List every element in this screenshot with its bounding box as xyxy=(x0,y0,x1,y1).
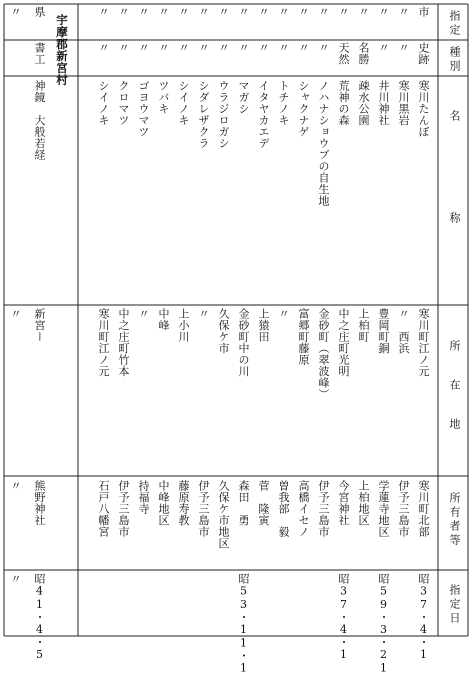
row-5-type: 天然 xyxy=(337,42,350,65)
row-5-date: 昭37・4・1 xyxy=(337,573,350,662)
row-17-name: シイノキ xyxy=(97,80,110,126)
left-row-1-owner: 熊野神社 xyxy=(33,480,46,526)
row-9-location: 上猿田 xyxy=(257,308,270,343)
row-15-designation: 〃 xyxy=(137,6,150,18)
row-1-type: 史跡 xyxy=(417,42,430,65)
row-11-designation: 〃 xyxy=(217,6,230,18)
row-13-location: 上小川 xyxy=(177,308,190,343)
row-11-location: 久保ケ市 xyxy=(217,308,230,354)
row-10-name: マガシ xyxy=(237,80,250,115)
row-4-name: 疎水公園 xyxy=(357,80,370,126)
row-10-designation: 〃 xyxy=(237,6,250,18)
row-8-location: 〃 xyxy=(277,308,290,320)
header-name: 名 称 xyxy=(448,110,461,263)
row-9-type: 〃 xyxy=(257,42,270,54)
left-row-2-location: 〃 xyxy=(9,308,22,320)
row-17-location: 寒川町江ノ元 xyxy=(97,308,110,377)
row-4-designation: 〃 xyxy=(357,6,370,18)
row-4-type: 名勝 xyxy=(357,42,370,65)
header-location: 所在地 xyxy=(448,340,461,457)
row-3-location: 豊岡町銅 xyxy=(377,308,390,354)
header-date: 指定日 xyxy=(448,584,461,626)
row-2-designation: 〃 xyxy=(397,6,410,18)
header-owner: 所有者等 xyxy=(448,492,461,548)
row-16-name: クロマツ xyxy=(117,80,130,126)
row-8-name: トチノキ xyxy=(277,80,290,126)
row-1-owner: 寒川町北部 xyxy=(417,480,430,538)
row-16-location: 中之庄町竹本 xyxy=(117,308,130,377)
row-9-designation: 〃 xyxy=(257,6,270,18)
row-5-name: 荒神の森 xyxy=(337,80,350,126)
row-11-name: ウラジロガシ xyxy=(217,80,230,149)
row-7-name: シャクナゲ xyxy=(297,80,310,138)
row-15-owner: 持福寺 xyxy=(137,480,150,515)
row-3-type: 〃 xyxy=(377,42,390,54)
row-14-owner: 中峰地区 xyxy=(157,480,170,526)
row-13-type: 〃 xyxy=(177,42,190,54)
row-5-owner: 今宮神社 xyxy=(337,480,350,526)
row-1-location: 寒川町江ノ元 xyxy=(417,308,430,377)
row-7-designation: 〃 xyxy=(297,6,310,18)
row-6-owner: 伊予三島市 xyxy=(317,480,330,538)
row-3-owner: 学蓮寺地区 xyxy=(377,480,390,538)
left-row-1-date: 昭41・4・5 xyxy=(33,573,46,662)
left-row-2-designation: 〃 xyxy=(9,6,22,18)
row-10-type: 〃 xyxy=(237,42,250,54)
row-3-date: 昭59・3・21 xyxy=(377,573,390,675)
row-1-date: 昭37・4・1 xyxy=(417,573,430,662)
row-12-owner: 伊予三島市 xyxy=(197,480,210,538)
row-4-owner: 上柏地区 xyxy=(357,480,370,526)
row-10-date: 昭53・11・1 xyxy=(237,573,250,675)
left-row-1-designation: 県 xyxy=(33,6,46,18)
row-8-owner: 曽我部 毅 xyxy=(277,480,290,538)
left-row-1-type: 書工 xyxy=(33,42,46,65)
row-16-designation: 〃 xyxy=(117,6,130,18)
row-12-name: シダレザクラ xyxy=(197,80,210,149)
row-2-location: 〃 西浜 xyxy=(397,308,410,354)
row-5-location: 中之庄町光明 xyxy=(337,308,350,377)
row-15-type: 〃 xyxy=(137,42,150,54)
row-13-designation: 〃 xyxy=(177,6,190,18)
row-14-name: ツバキ xyxy=(157,80,170,115)
row-16-owner: 伊予三島市 xyxy=(117,480,130,538)
row-11-type: 〃 xyxy=(217,42,230,54)
row-7-owner: 高橋イセノ xyxy=(297,480,310,538)
section-title: 宇摩郡新宮村 xyxy=(55,14,69,86)
row-14-location: 中峰 xyxy=(157,308,170,331)
row-10-owner: 森田 勇 xyxy=(237,480,250,526)
row-4-location: 上柏町 xyxy=(357,308,370,343)
row-9-owner: 菅 隆寅 xyxy=(257,480,270,526)
row-2-type: 〃 xyxy=(397,42,410,54)
row-15-location: 〃 xyxy=(137,308,150,320)
row-3-designation: 〃 xyxy=(377,6,390,18)
row-6-location: 金砂町（翠波峰） xyxy=(317,308,330,400)
row-16-type: 〃 xyxy=(117,42,130,54)
row-3-name: 井川神社 xyxy=(377,80,390,126)
row-5-designation: 〃 xyxy=(337,6,350,18)
row-1-name: 寒川たんぼ xyxy=(417,80,430,138)
row-9-name: イタヤカエデ xyxy=(257,80,270,149)
row-8-designation: 〃 xyxy=(277,6,290,18)
row-12-location: 〃 xyxy=(197,308,210,320)
row-15-name: ゴヨウマツ xyxy=(137,80,150,138)
row-13-owner: 藤原寿教 xyxy=(177,480,190,526)
row-17-type: 〃 xyxy=(97,42,110,54)
header-designation: 指定 xyxy=(448,10,461,38)
left-row-2-date: 〃 xyxy=(9,573,22,585)
row-8-type: 〃 xyxy=(277,42,290,54)
left-row-2-owner: 〃 xyxy=(9,480,22,492)
row-17-designation: 〃 xyxy=(97,6,110,18)
left-row-1-name: 神鏡 大般若経 xyxy=(33,80,46,161)
row-7-type: 〃 xyxy=(297,42,310,54)
row-6-type: 〃 xyxy=(317,42,330,54)
row-13-name: シイノキ xyxy=(177,80,190,126)
row-6-name: ノハナショウブの自生地 xyxy=(317,80,330,207)
header-type: 種別 xyxy=(448,46,461,74)
row-12-type: 〃 xyxy=(197,42,210,54)
row-2-name: 寒川黒岩 xyxy=(397,80,410,126)
row-17-owner: 石戸八幡宮 xyxy=(97,480,110,538)
row-7-location: 富郷町藤原 xyxy=(297,308,310,366)
left-row-1-location: 新宮ー xyxy=(33,308,46,343)
row-1-designation: 市 xyxy=(417,6,430,18)
row-14-type: 〃 xyxy=(157,42,170,54)
row-2-owner: 伊予三島市 xyxy=(397,480,410,538)
row-11-owner: 久保ケ市地区 xyxy=(217,480,230,549)
row-6-designation: 〃 xyxy=(317,6,330,18)
row-10-location: 金砂町中の川 xyxy=(237,308,250,377)
row-14-designation: 〃 xyxy=(157,6,170,18)
row-12-designation: 〃 xyxy=(197,6,210,18)
